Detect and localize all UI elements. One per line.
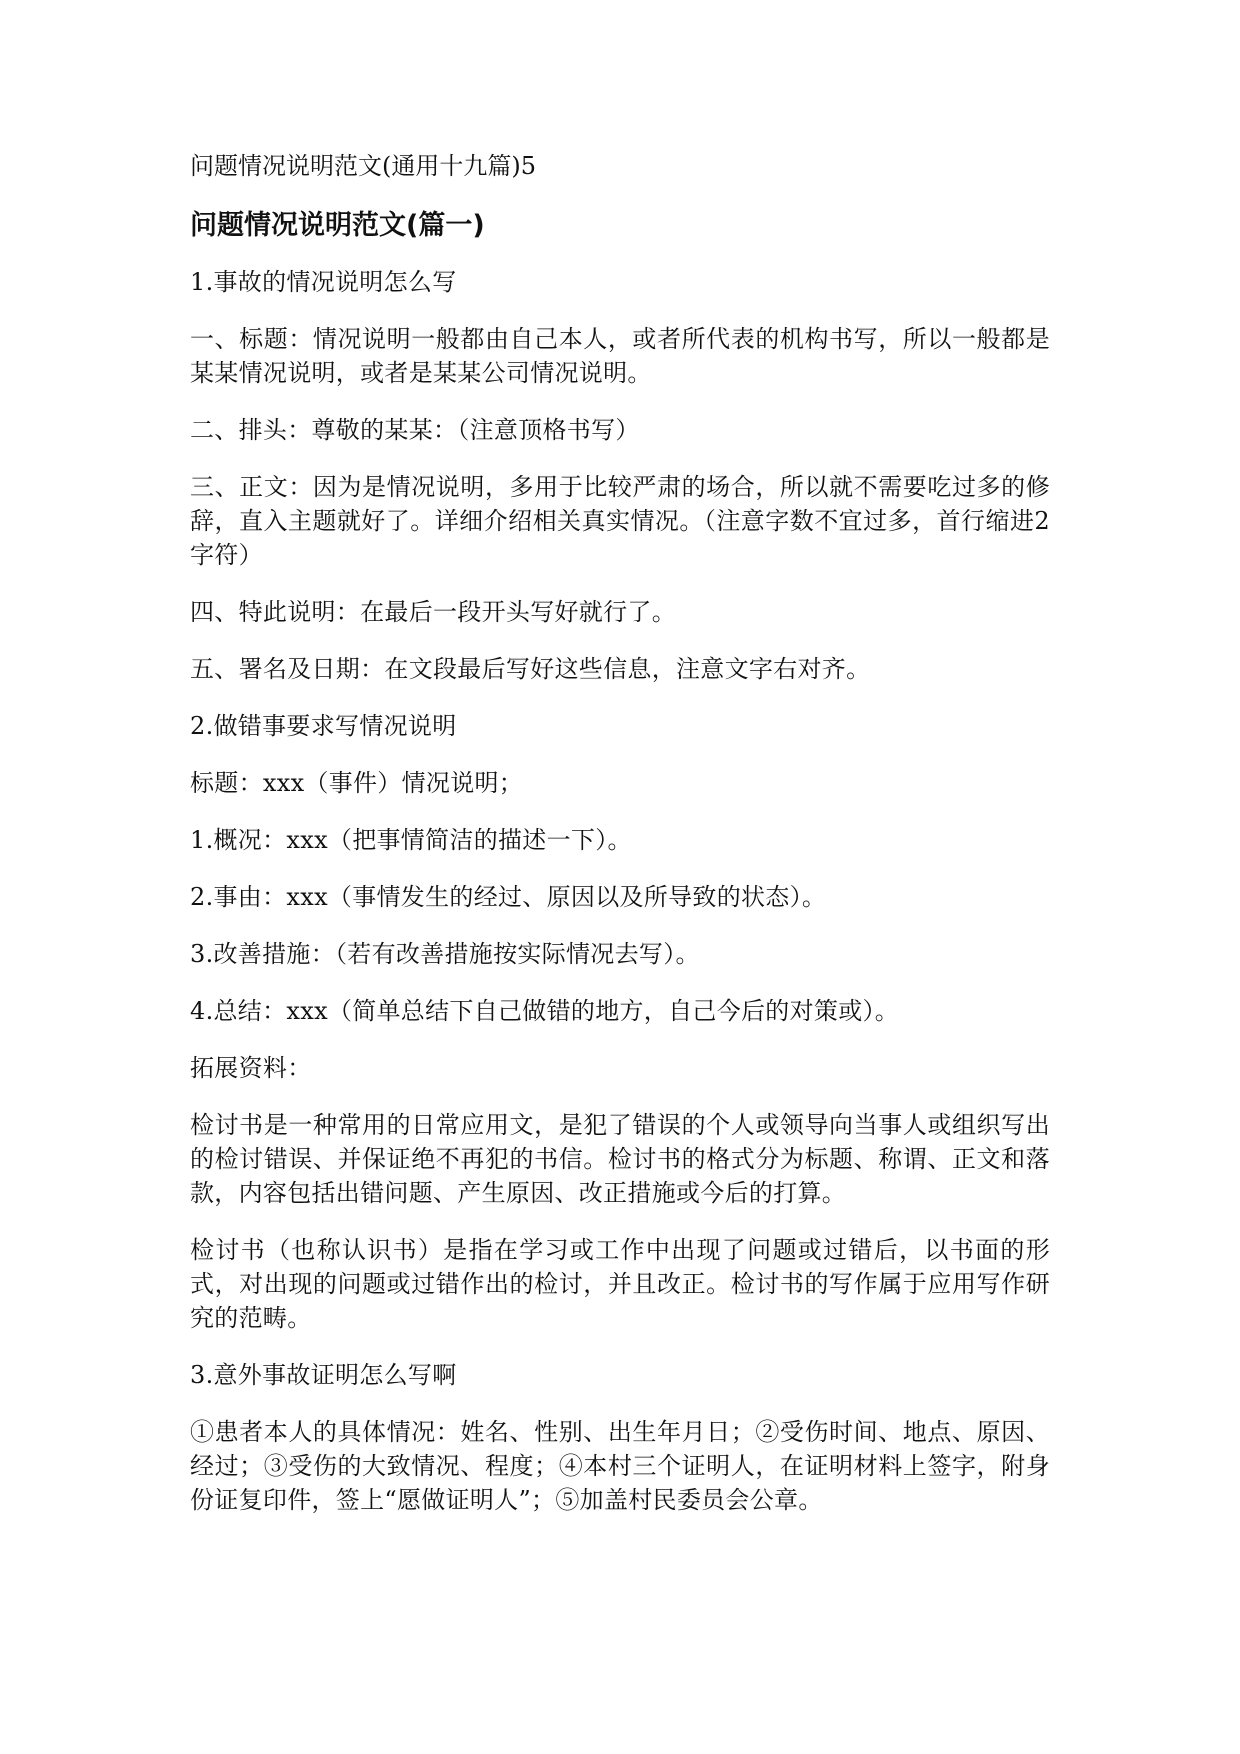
paragraph: 三、正文：因为是情况说明，多用于比较严肃的场合，所以就不需要吃过多的修辞，直入主题就好了。详细介绍相关真实情况。（注意字数不宜过多，首行缩进2字符） bbox=[190, 473, 1050, 569]
paragraph: 3.改善措施：（若有改善措施按实际情况去写）。 bbox=[190, 940, 700, 968]
paragraph: 4.总结：xxx（简单总结下自己做错的地方，自己今后的对策或）。 bbox=[190, 997, 900, 1025]
paragraph: 五、署名及日期：在文段最后写好这些信息，注意文字右对齐。 bbox=[190, 655, 871, 683]
paragraph: 拓展资料： bbox=[190, 1054, 312, 1082]
paragraph: 3.意外事故证明怎么写啊 bbox=[190, 1361, 457, 1389]
paragraph: 1.概况：xxx（把事情简洁的描述一下）。 bbox=[190, 826, 632, 854]
paragraph: 四、特此说明：在最后一段开头写好就行了。 bbox=[190, 598, 676, 626]
section-heading: 问题情况说明范文(篇一) bbox=[190, 210, 485, 241]
paragraph: 1.事故的情况说明怎么写 bbox=[190, 268, 457, 296]
document-title: 问题情况说明范文(通用十九篇)5 bbox=[190, 152, 536, 180]
paragraph: 检讨书（也称认识书）是指在学习或工作中出现了问题或过错后，以书面的形式，对出现的问题或过错作出的检讨，并且改正。检讨书的写作属于应用写作研究的范畴。 bbox=[190, 1236, 1050, 1332]
paragraph: 检讨书是一种常用的日常应用文，是犯了错误的个人或领导向当事人或组织写出的检讨错误、并保证绝不再犯的书信。检讨书的格式分为标题、称谓、正文和落款，内容包括出错问题、产生原因、改正措施或今后的打算。 bbox=[190, 1111, 1050, 1207]
paragraph: 二、排头：尊敬的某某：（注意顶格书写） bbox=[190, 416, 640, 444]
paragraph: 标题：xxx（事件）情况说明； bbox=[190, 769, 524, 797]
paragraph: 一、标题：情况说明一般都由自己本人，或者所代表的机构书写，所以一般都是某某情况说明，或者是某某公司情况说明。 bbox=[190, 325, 1050, 387]
paragraph: 2.做错事要求写情况说明 bbox=[190, 712, 457, 740]
paragraph: ①患者本人的具体情况：姓名、性别、出生年月日；②受伤时间、地点、原因、经过；③受伤的大致情况、程度；④本村三个证明人，在证明材料上签字，附身份证复印件，签上“愿做证明人”；⑤加盖村民委员会公章。 bbox=[190, 1418, 1050, 1514]
paragraph: 2.事由：xxx（事情发生的经过、原因以及所导致的状态）。 bbox=[190, 883, 827, 911]
document-body bbox=[190, 148, 1050, 1540]
